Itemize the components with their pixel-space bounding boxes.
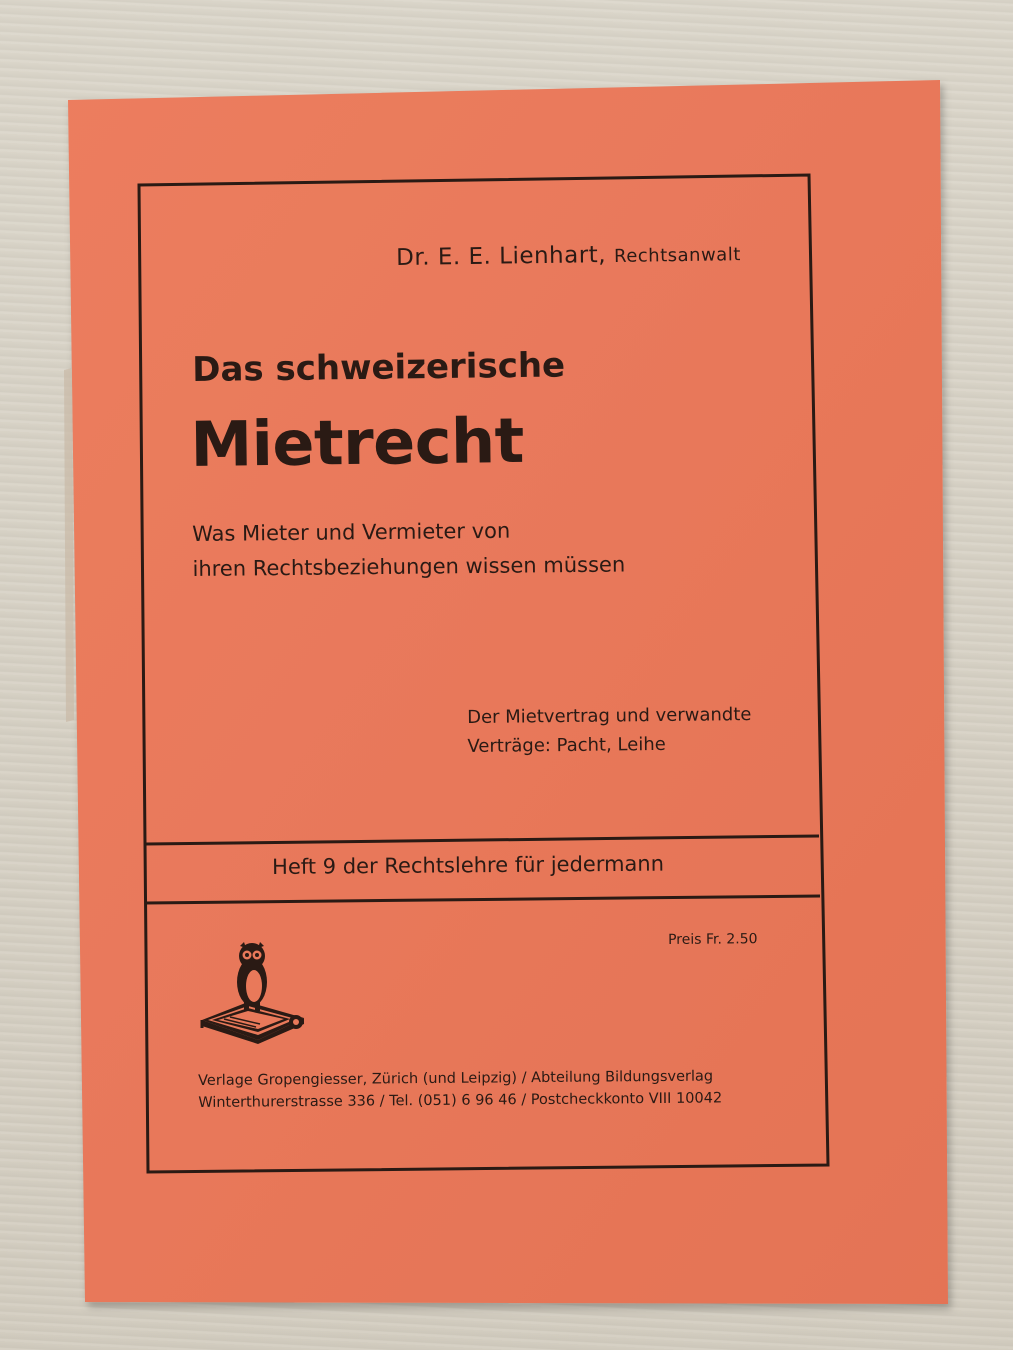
- title-line-1: Das schweizerische: [192, 345, 566, 390]
- subtitle-line-1: Was Mieter und Vermieter von: [192, 518, 511, 546]
- subtitle-line-2: ihren Rechtsbeziehungen wissen müssen: [192, 552, 626, 581]
- title-line-2: Mietrecht: [190, 403, 525, 481]
- author: [396, 240, 741, 271]
- contents-line-1: Der Mietvertrag und verwandte: [467, 704, 752, 728]
- publisher-line-1: Verlage Gropengiesser, Zürich (und Leipzig) / Abteilung Bildungsverlag: [198, 1068, 714, 1089]
- publisher-info: [198, 1065, 722, 1114]
- author-name: Dr. E. E. Lienhart,: [396, 242, 607, 271]
- contents-note: [467, 700, 752, 761]
- series-label: Heft 9 der Rechtslehre für jedermann: [272, 851, 665, 879]
- author-role: Rechtsanwalt: [613, 244, 741, 267]
- spine-edge: [64, 368, 74, 722]
- owl-on-book-icon: [198, 940, 314, 1050]
- subtitle: [192, 512, 625, 587]
- contents-line-2: Verträge: Pacht, Leihe: [467, 733, 666, 757]
- price-label: Preis Fr. 2.50: [668, 931, 758, 948]
- publisher-line-2: Winterthurerstrasse 336 / Tel. (051) 6 96 46 / Postcheckkonto VIII 10042: [198, 1090, 723, 1111]
